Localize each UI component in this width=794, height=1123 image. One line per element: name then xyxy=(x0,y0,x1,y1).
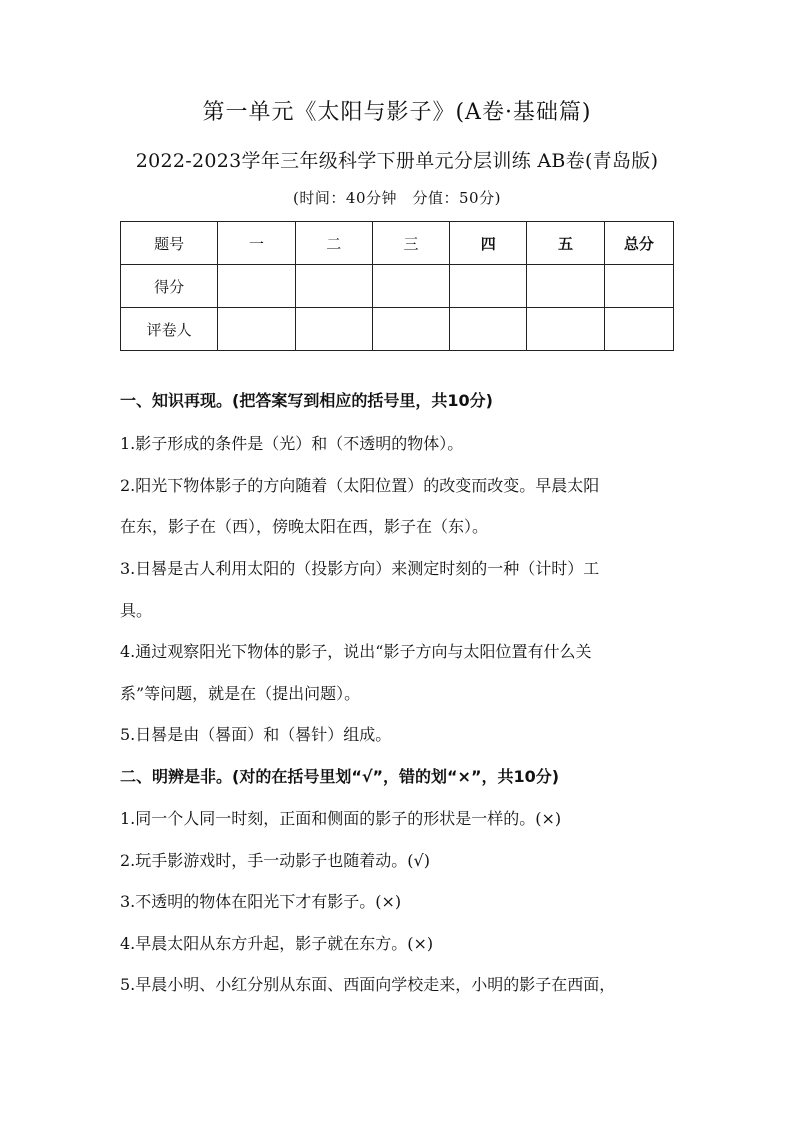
document-subtitle: 2022-2023学年三年级科学下册单元分层训练 AB卷(青岛版) xyxy=(135,150,659,172)
header-cell-part-5: 五 xyxy=(527,222,604,265)
section-2-line: 1.同一个人同一时刻，正面和侧面的影子的形状是一样的。(×) xyxy=(120,809,562,828)
section-1-line: 4.通过观察阳光下物体的影子，说出“影子方向与太阳位置有什么关 xyxy=(120,642,592,661)
score-cell xyxy=(604,265,673,308)
score-cell xyxy=(218,265,295,308)
section-1-line: 具。 xyxy=(120,601,153,620)
section-2-heading: 二、明辨是非。(对的在括号里划“√”，错的划“×”，共10分) xyxy=(120,767,560,786)
row-label-score: 得分 xyxy=(121,265,218,308)
score-table-row-grader xyxy=(121,308,674,351)
section-1-line: 系”等问题，就是在（提出问题）。 xyxy=(120,684,361,703)
score-cell xyxy=(450,265,527,308)
score-cell xyxy=(527,265,604,308)
section-1-line: 5.日晷是由（晷面）和（晷针）组成。 xyxy=(120,725,392,744)
score-table-row-score xyxy=(121,265,674,308)
score-table xyxy=(120,221,674,351)
header-cell-part-4: 四 xyxy=(450,222,527,265)
section-1-line: 2.阳光下物体影子的方向随着（太阳位置）的改变而改变。早晨太阳 xyxy=(120,476,600,495)
grader-cell xyxy=(218,308,295,351)
section-2-line: 5.早晨小明、小红分别从东面、西面向学校走来，小明的影子在西面， xyxy=(120,975,616,994)
section-2-line: 3.不透明的物体在阳光下才有影子。(×) xyxy=(120,892,402,911)
header-cell-total: 总分 xyxy=(604,222,673,265)
section-1-heading: 一、知识再现。(把答案写到相应的括号里，共10分) xyxy=(120,391,493,410)
section-2-line: 2.玩手影游戏时，手一动影子也随着动。(√) xyxy=(120,851,430,870)
section-1-line: 3.日晷是古人利用太阳的（投影方向）来测定时刻的一种（计时）工 xyxy=(120,559,600,578)
document-title: 第一单元《太阳与影子》(A卷·基础篇) xyxy=(202,100,592,125)
score-cell xyxy=(372,265,449,308)
grader-cell xyxy=(295,308,372,351)
header-cell-part-3: 三 xyxy=(372,222,449,265)
grader-cell xyxy=(372,308,449,351)
section-1-line: 1.影子形成的条件是（光）和（不透明的物体）。 xyxy=(120,434,464,453)
header-cell-question-number: 题号 xyxy=(121,222,218,265)
section-1-line: 在东，影子在（西），傍晚太阳在西，影子在（东）。 xyxy=(120,517,489,536)
row-label-grader: 评卷人 xyxy=(121,308,218,351)
section-2-line: 4.早晨太阳从东方升起，影子就在东方。(×) xyxy=(120,934,434,953)
exam-time-and-score: (时间：40分钟 分值：50分) xyxy=(293,189,501,207)
score-table-header-row xyxy=(121,222,674,265)
grader-cell xyxy=(527,308,604,351)
header-cell-part-2: 二 xyxy=(295,222,372,265)
grader-cell xyxy=(604,308,673,351)
grader-cell xyxy=(450,308,527,351)
score-cell xyxy=(295,265,372,308)
header-cell-part-1: 一 xyxy=(218,222,295,265)
